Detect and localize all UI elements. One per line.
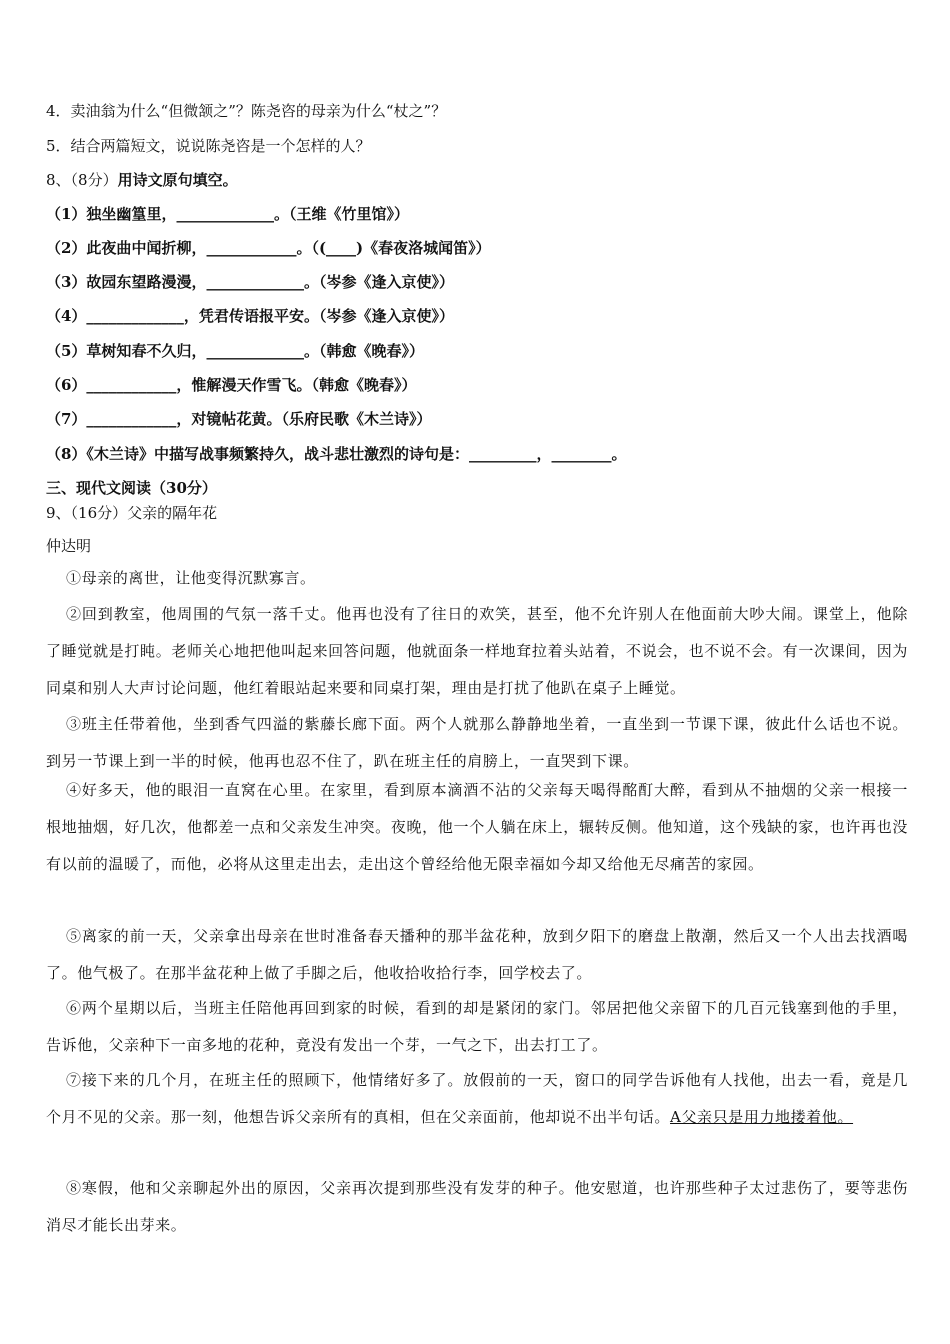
paragraph-3: ③班主任带着他，坐到香气四溢的紫藤长廊下面。两个人就那么静静地坐着，一直坐到一节课下课，彼此什么话也不说。到另一节课上到一半的时候，他再也忍不住了，趴在班主任的肩膀上，一直哭到下课。 — [46, 715, 908, 770]
author: 仲达明 — [46, 537, 92, 555]
paragraph-7-text: ⑦接下来的几个月，在班主任的照顾下，他情绪好多了。放假前的一天，窗口的同学告诉他有人找他，出去一看，竟是几个月不见的父亲。那一刻，他想告诉父亲所有的真相，但在父亲面前，他却说不出半句话。 — [46, 1071, 908, 1126]
section-3-heading: 三、现代文阅读（30分） — [46, 479, 217, 497]
paragraph-2: ②回到教室，他周围的气氛一落千丈。他再也没有了往日的欢笑，甚至，他不允许别人在他面前大吵大闹。课堂上，他除了睡觉就是打盹。老师关心地把他叫起来回答问题，他就面条一样地耷拉着头站着，不说会，也不说不会。有一次课间，因为同桌和别人大声讨论问题，他红着眼站起来要和同桌打架，理由是打扰了他趴在桌子上睡觉。 — [46, 605, 908, 697]
paragraph-5: ⑤离家的前一天，父亲拿出母亲在世时准备春天播种的那半盆花种，放到夕阳下的磨盘上散潮，然后又一个人出去找酒喝了。他气极了。在那半盆花种上做了手脚之后，他收拾收拾行李，回学校去了。 — [46, 927, 908, 982]
question-5: 5．结合两篇短文，说说陈尧咨是一个怎样的人？ — [46, 137, 371, 155]
paragraph-6: ⑥两个星期以后，当班主任陪他再回到家的时候，看到的却是紧闭的家门。邻居把他父亲留下的几百元钱塞到他的手里，告诉他，父亲种下一亩多地的花种，竟没有发出一个芽，一气之下，出去打工了。 — [46, 999, 908, 1054]
q8-item-2: （2）此夜曲中闻折柳，____________。（(____)《春夜洛城闻笛》） — [46, 239, 491, 257]
q8-item-6: （6）____________，惟解漫天作雪飞。（韩愈《晚春》） — [46, 376, 417, 394]
q8-heading-prefix: 8、（8分） — [46, 171, 118, 189]
q8-heading — [46, 170, 238, 190]
q9-heading: 9、（16分）父亲的隔年花 — [46, 504, 218, 522]
q8-item-4: （4）_____________，凭君传语报平安。（岑参《逢入京使》） — [46, 307, 454, 325]
q8-item-1: （1）独坐幽篁里，_____________。（王维《竹里馆》） — [46, 205, 409, 223]
paragraph-4: ④好多天，他的眼泪一直窝在心里。在家里，看到原本滴酒不沾的父亲每天喝得酩酊大醉，看到从不抽烟的父亲一根接一根地抽烟，好几次，他都差一点和父亲发生冲突。夜晚，他一个人躺在床上，辗转反侧。他知道，这个残缺的家，也许再也没有以前的温暖了，而他，必将从这里走出去，走出这个曾经给他无限幸福如今却又给他无尽痛苦的家园。 — [46, 781, 908, 873]
paragraph-7 — [46, 1062, 908, 1136]
q8-heading-title: 用诗文原句填空。 — [117, 171, 238, 189]
q8-item-5: （5）草树知春不久归，_____________。（韩愈《晚春》） — [46, 342, 424, 360]
paragraph-7-underlined: A父亲只是用力地搂着他。 — [670, 1108, 854, 1126]
paragraph-1: ①母亲的离世，让他变得沉默寡言。 — [66, 569, 316, 587]
q8-item-8: （8）《木兰诗》中描写战事频繁持久，战斗悲壮激烈的诗句是：_________，________。 — [46, 445, 627, 463]
q8-item-7: （7）____________，对镜帖花黄。（乐府民歌《木兰诗》） — [46, 410, 432, 428]
question-4: 4．卖油翁为什么“但微颔之”？陈尧咨的母亲为什么“杖之”？ — [46, 102, 447, 120]
q8-item-3: （3）故园东望路漫漫，_____________。（岑参《逢入京使》） — [46, 273, 454, 291]
paragraph-8: ⑧寒假，他和父亲聊起外出的原因，父亲再次提到那些没有发芽的种子。他安慰道，也许那些种子太过悲伤了，要等悲伤消尽才能长出芽来。 — [46, 1179, 908, 1234]
